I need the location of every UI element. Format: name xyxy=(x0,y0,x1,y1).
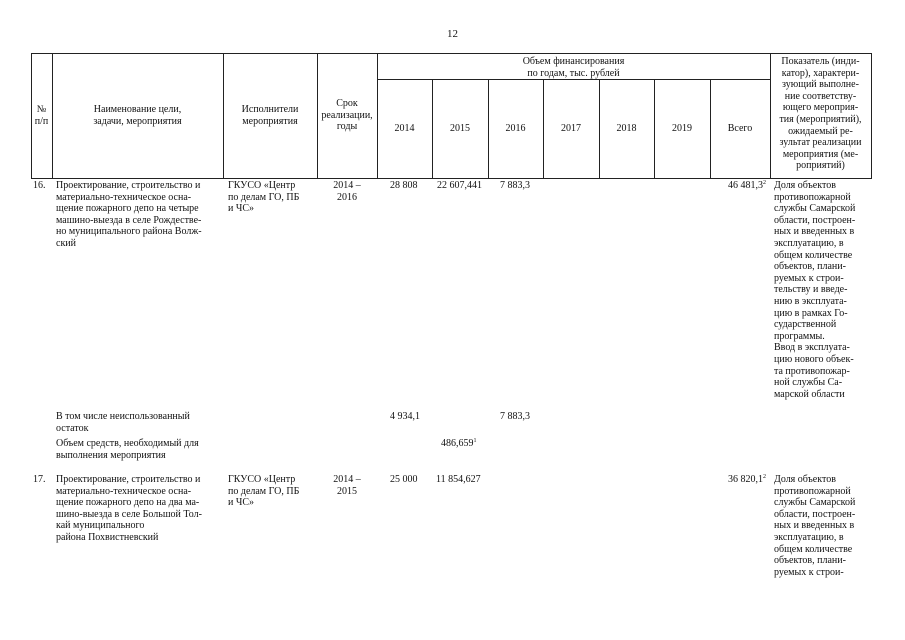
header-year-2018: 2018 xyxy=(616,123,637,134)
header-year-2019: 2019 xyxy=(672,123,692,134)
row-number: 17. xyxy=(33,474,46,485)
row-indicator: Доля объектов противопожарной службы Самарской области, построен- ных и введенных в эксплуатацию, в общем количестве объектов, плани- руемых к строи- xyxy=(774,474,856,578)
header-year-2016: 2016 xyxy=(505,123,526,134)
header-financing: Объем финансирования по годам, тыс. рублей xyxy=(522,56,625,79)
row-name: В том числе неиспользованный остаток xyxy=(56,411,190,434)
row-executor: ГКУСО «Центр по делам ГО, ПБ и ЧС» xyxy=(228,180,300,215)
row-name: Проектирование, строительство и материально-техническое осна- щение пожарного депо на два ма- шино-выезда в селе Большой Тол- кай муниципального района Похвистневский xyxy=(56,474,202,543)
header-year-2017: 2017 xyxy=(561,123,581,134)
row-name: Проектирование, строительство и материально-техническое осна- щение пожарного депо на четыре машино-выезда в селе Рождестве- но муниципального района Волж- ский xyxy=(56,180,202,249)
header-term: Срок реализации, годы xyxy=(321,98,373,133)
row-value-2015: 11 854,627 xyxy=(436,474,481,485)
row-indicator: Доля объектов противопожарной службы Самарской области, построен- ных и введенных в эксплуатацию, в общем количестве объектов, плани- руемых к строи- тельству и введе- нию в эксплуата- цию в рамках Го- сударственной программы. Ввод в эксплуата- цию нового объек- та противопожар- ной службы Са- марской области xyxy=(774,180,856,400)
row-executor: ГКУСО «Центр по делам ГО, ПБ и ЧС» xyxy=(228,474,300,509)
row-value-2016: 7 883,3 xyxy=(500,411,530,422)
row-value-2014: 4 934,1 xyxy=(390,411,420,422)
row-value-2015: 22 607,441 xyxy=(437,180,482,191)
row-value-total: 46 481,3$^2$ xyxy=(728,180,766,191)
header-year-2015: 2015 xyxy=(450,123,470,134)
row-value-2014: 28 808 xyxy=(390,180,418,191)
header-year-2014: 2014 xyxy=(394,123,415,134)
row-value-2014: 25 000 xyxy=(390,474,418,485)
row-term: 2014 – 2015 xyxy=(333,474,361,497)
header-total: Всего xyxy=(727,123,753,134)
row-term: 2014 – 2016 xyxy=(333,180,361,203)
header-name: Наименование цели, задачи, мероприятия xyxy=(93,104,182,127)
row-name: Объем средств, необходимый для выполнения мероприятия xyxy=(56,438,199,461)
header-indicator: Показатель (инди- катор), характери- зующий выполне- ние соответству- ющего мероприя- тия (мероприятий), ожидаемый ре- зультат реализации мероприятия (ме- роприятий) xyxy=(779,56,862,172)
header-executors: Исполнители мероприятия xyxy=(241,104,299,127)
header-num: № п/п xyxy=(34,104,49,127)
row-value-2015: 486,659$^1$ xyxy=(441,438,477,449)
page-number: 12 xyxy=(447,28,458,40)
row-value-2016: 7 883,3 xyxy=(500,180,530,191)
row-value-total: 36 820,1$^2$ xyxy=(728,474,766,485)
row-number: 16. xyxy=(33,180,46,191)
